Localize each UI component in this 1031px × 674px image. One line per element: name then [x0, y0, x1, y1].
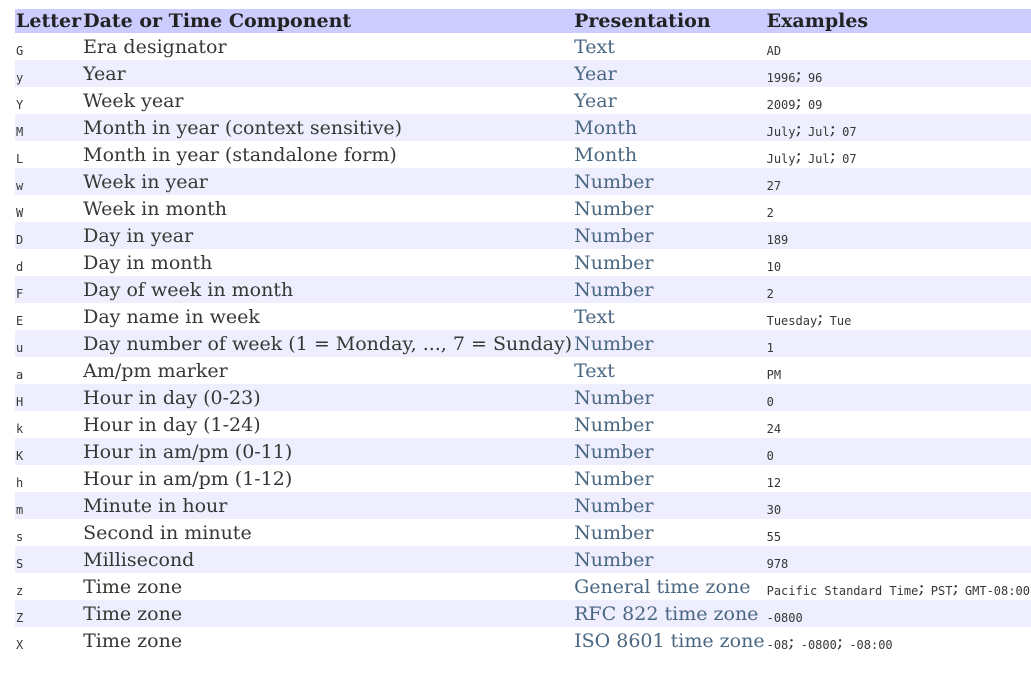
example-code: PM — [766, 367, 782, 382]
table-row — [15, 330, 1031, 357]
cell-presentation: Number — [573, 384, 765, 411]
cell-presentation: Year — [573, 60, 765, 87]
cell-component: Day in month — [82, 249, 573, 276]
cell-letter — [15, 411, 82, 438]
cell-examples — [766, 195, 1031, 222]
table-row — [15, 114, 1031, 141]
example-separator: ; — [795, 116, 808, 139]
table-row — [15, 141, 1031, 168]
example-code: 12 — [766, 475, 782, 490]
cell-component: Second in minute — [82, 519, 573, 546]
cell-presentation: Text — [573, 357, 765, 384]
letter-code: E — [16, 313, 24, 328]
cell-component: Minute in hour — [82, 492, 573, 519]
table-row — [15, 546, 1031, 573]
example-code: 96 — [807, 70, 823, 85]
cell-component: Time zone — [82, 573, 573, 600]
example-separator: ; — [918, 575, 931, 598]
example-code: 0 — [766, 448, 774, 463]
table-row — [15, 573, 1031, 600]
cell-examples — [766, 546, 1031, 573]
letter-code: z — [16, 583, 24, 598]
cell-examples — [766, 249, 1031, 276]
cell-component: Time zone — [82, 600, 573, 627]
cell-letter — [15, 546, 82, 573]
cell-examples — [766, 357, 1031, 384]
cell-examples — [766, 600, 1031, 627]
example-separator: ; — [788, 629, 801, 652]
example-separator: ; — [952, 575, 965, 598]
example-code: 1 — [766, 340, 774, 355]
table-row — [15, 465, 1031, 492]
cell-letter — [15, 249, 82, 276]
letter-code: Y — [16, 97, 24, 112]
cell-presentation: Number — [573, 546, 765, 573]
table-row — [15, 303, 1031, 330]
cell-component: Week year — [82, 87, 573, 114]
cell-examples — [766, 276, 1031, 303]
example-code: 30 — [766, 502, 782, 517]
table-row — [15, 195, 1031, 222]
example-code: 09 — [807, 97, 823, 112]
example-code: 189 — [766, 232, 789, 247]
table-row — [15, 627, 1031, 654]
example-code: 24 — [766, 421, 782, 436]
example-separator: ; — [795, 62, 808, 85]
letter-code: S — [16, 556, 24, 571]
example-code: Tuesday — [766, 313, 818, 328]
letter-code: H — [16, 394, 24, 409]
letter-code: k — [16, 421, 24, 436]
cell-letter — [15, 519, 82, 546]
header-letter: Letter — [16, 10, 82, 32]
example-code: Tue — [829, 313, 852, 328]
cell-component: Time zone — [82, 627, 573, 654]
letter-code: L — [16, 151, 24, 166]
cell-presentation: Year — [573, 87, 765, 114]
table-row — [15, 276, 1031, 303]
table-row — [15, 87, 1031, 114]
letter-code: Z — [16, 610, 24, 625]
cell-component: Hour in am/pm (0-11) — [82, 438, 573, 465]
cell-presentation: Number — [573, 519, 765, 546]
cell-letter — [15, 222, 82, 249]
example-code: 07 — [842, 151, 857, 166]
cell-examples — [766, 384, 1031, 411]
example-code: GMT-08:00 — [964, 583, 1030, 598]
cell-letter — [15, 195, 82, 222]
example-code: PST — [930, 583, 953, 598]
letter-code: w — [16, 178, 24, 193]
cell-component: Day of week in month — [82, 276, 573, 303]
cell-presentation: Text — [573, 33, 765, 60]
cell-examples — [766, 411, 1031, 438]
cell-presentation: Number — [573, 168, 765, 195]
example-code: 0 — [766, 394, 774, 409]
letter-code: u — [16, 340, 24, 355]
example-separator: ; — [829, 116, 843, 139]
cell-examples — [766, 330, 1031, 357]
cell-examples — [766, 627, 1031, 654]
example-code: Jul — [807, 124, 830, 139]
example-code: 27 — [766, 178, 782, 193]
cell-component: Millisecond — [82, 546, 573, 573]
example-code: 1996 — [766, 70, 796, 85]
cell-letter — [15, 492, 82, 519]
cell-presentation: ISO 8601 time zone — [573, 627, 765, 654]
table-row — [15, 357, 1031, 384]
table-row — [15, 519, 1031, 546]
example-separator: ; — [836, 629, 850, 652]
cell-letter — [15, 168, 82, 195]
cell-component: Am/pm marker — [82, 357, 573, 384]
cell-letter — [15, 60, 82, 87]
letter-code: h — [16, 475, 24, 490]
example-separator: ; — [817, 305, 830, 328]
cell-letter — [15, 33, 82, 60]
cell-letter — [15, 303, 82, 330]
cell-letter — [15, 573, 82, 600]
cell-component: Era designator — [82, 33, 573, 60]
header-component: Date or Time Component — [82, 9, 573, 33]
cell-examples — [766, 222, 1031, 249]
example-code: Pacific Standard Time — [766, 583, 919, 598]
cell-presentation: Number — [573, 492, 765, 519]
cell-presentation: Month — [573, 141, 765, 168]
table-row — [15, 411, 1031, 438]
table-row — [15, 438, 1031, 465]
table-row — [15, 492, 1031, 519]
cell-examples — [766, 168, 1031, 195]
letter-code: d — [16, 259, 24, 274]
table-row — [15, 33, 1031, 60]
example-code: July — [766, 151, 796, 166]
example-code: 978 — [766, 556, 789, 571]
example-code: -0800 — [766, 610, 803, 625]
cell-examples — [766, 114, 1031, 141]
cell-letter — [15, 87, 82, 114]
table-header-row — [15, 9, 1031, 33]
cell-component: Week in month — [82, 195, 573, 222]
cell-letter — [15, 276, 82, 303]
table-row — [15, 384, 1031, 411]
example-code: 2 — [766, 205, 774, 220]
cell-letter — [15, 141, 82, 168]
cell-presentation: Number — [573, 249, 765, 276]
example-code: -08 — [766, 637, 789, 652]
cell-presentation: Number — [573, 411, 765, 438]
cell-letter — [15, 357, 82, 384]
example-separator: ; — [795, 89, 808, 112]
letter-code: W — [16, 205, 24, 220]
cell-component: Hour in day (1-24) — [82, 411, 573, 438]
cell-letter — [15, 600, 82, 627]
letter-code: G — [16, 43, 24, 58]
example-code: 10 — [766, 259, 782, 274]
example-code: 07 — [842, 124, 857, 139]
example-code: -08:00 — [849, 637, 893, 652]
cell-letter — [15, 627, 82, 654]
cell-examples — [766, 33, 1031, 60]
cell-component: Day in year — [82, 222, 573, 249]
cell-letter — [15, 114, 82, 141]
example-separator: ; — [795, 143, 808, 166]
cell-letter — [15, 330, 82, 357]
letter-code: K — [16, 448, 24, 463]
table-body — [15, 33, 1031, 654]
example-code: -0800 — [800, 637, 837, 652]
cell-examples — [766, 87, 1031, 114]
example-code: 55 — [766, 529, 782, 544]
cell-component: Day number of week (1 = Monday, ..., 7 = Sunday) — [82, 330, 573, 357]
letter-code: M — [16, 124, 24, 139]
cell-component: Month in year (context sensitive) — [82, 114, 573, 141]
cell-component: Hour in am/pm (1-12) — [82, 465, 573, 492]
table-row — [15, 60, 1031, 87]
cell-presentation: Number — [573, 465, 765, 492]
letter-code: s — [16, 529, 24, 544]
table-row — [15, 222, 1031, 249]
example-code: July — [766, 124, 796, 139]
table-row — [15, 249, 1031, 276]
cell-presentation: RFC 822 time zone — [573, 600, 765, 627]
cell-component: Day name in week — [82, 303, 573, 330]
cell-examples — [766, 303, 1031, 330]
cell-examples — [766, 465, 1031, 492]
example-separator: ; — [829, 143, 843, 166]
cell-presentation: Number — [573, 330, 765, 357]
cell-examples — [766, 438, 1031, 465]
cell-presentation: Number — [573, 276, 765, 303]
example-code: 2 — [766, 286, 774, 301]
letter-code: D — [16, 232, 24, 247]
table-row — [15, 168, 1031, 195]
header-presentation: Presentation — [573, 9, 765, 33]
header-examples: Examples — [766, 9, 1031, 33]
letter-code: m — [16, 502, 24, 517]
table-row — [15, 600, 1031, 627]
cell-component: Year — [82, 60, 573, 87]
cell-examples — [766, 519, 1031, 546]
cell-presentation: Text — [573, 303, 765, 330]
example-code: AD — [766, 43, 782, 58]
cell-examples — [766, 492, 1031, 519]
cell-presentation: Month — [573, 114, 765, 141]
cell-component: Month in year (standalone form) — [82, 141, 573, 168]
cell-letter — [15, 384, 82, 411]
cell-examples — [766, 60, 1031, 87]
cell-component: Week in year — [82, 168, 573, 195]
cell-examples — [766, 141, 1031, 168]
cell-presentation: Number — [573, 222, 765, 249]
letter-code: a — [16, 367, 24, 382]
cell-examples — [766, 573, 1031, 600]
letter-code: y — [16, 70, 24, 85]
cell-presentation: Number — [573, 195, 765, 222]
cell-component: Hour in day (0-23) — [82, 384, 573, 411]
cell-letter — [15, 438, 82, 465]
letter-code: X — [16, 637, 24, 652]
cell-letter — [15, 465, 82, 492]
cell-presentation: General time zone — [573, 573, 765, 600]
example-code: 2009 — [766, 97, 796, 112]
example-code: Jul — [807, 151, 830, 166]
cell-presentation: Number — [573, 438, 765, 465]
date-format-table — [15, 9, 1031, 654]
letter-code: F — [16, 286, 24, 301]
